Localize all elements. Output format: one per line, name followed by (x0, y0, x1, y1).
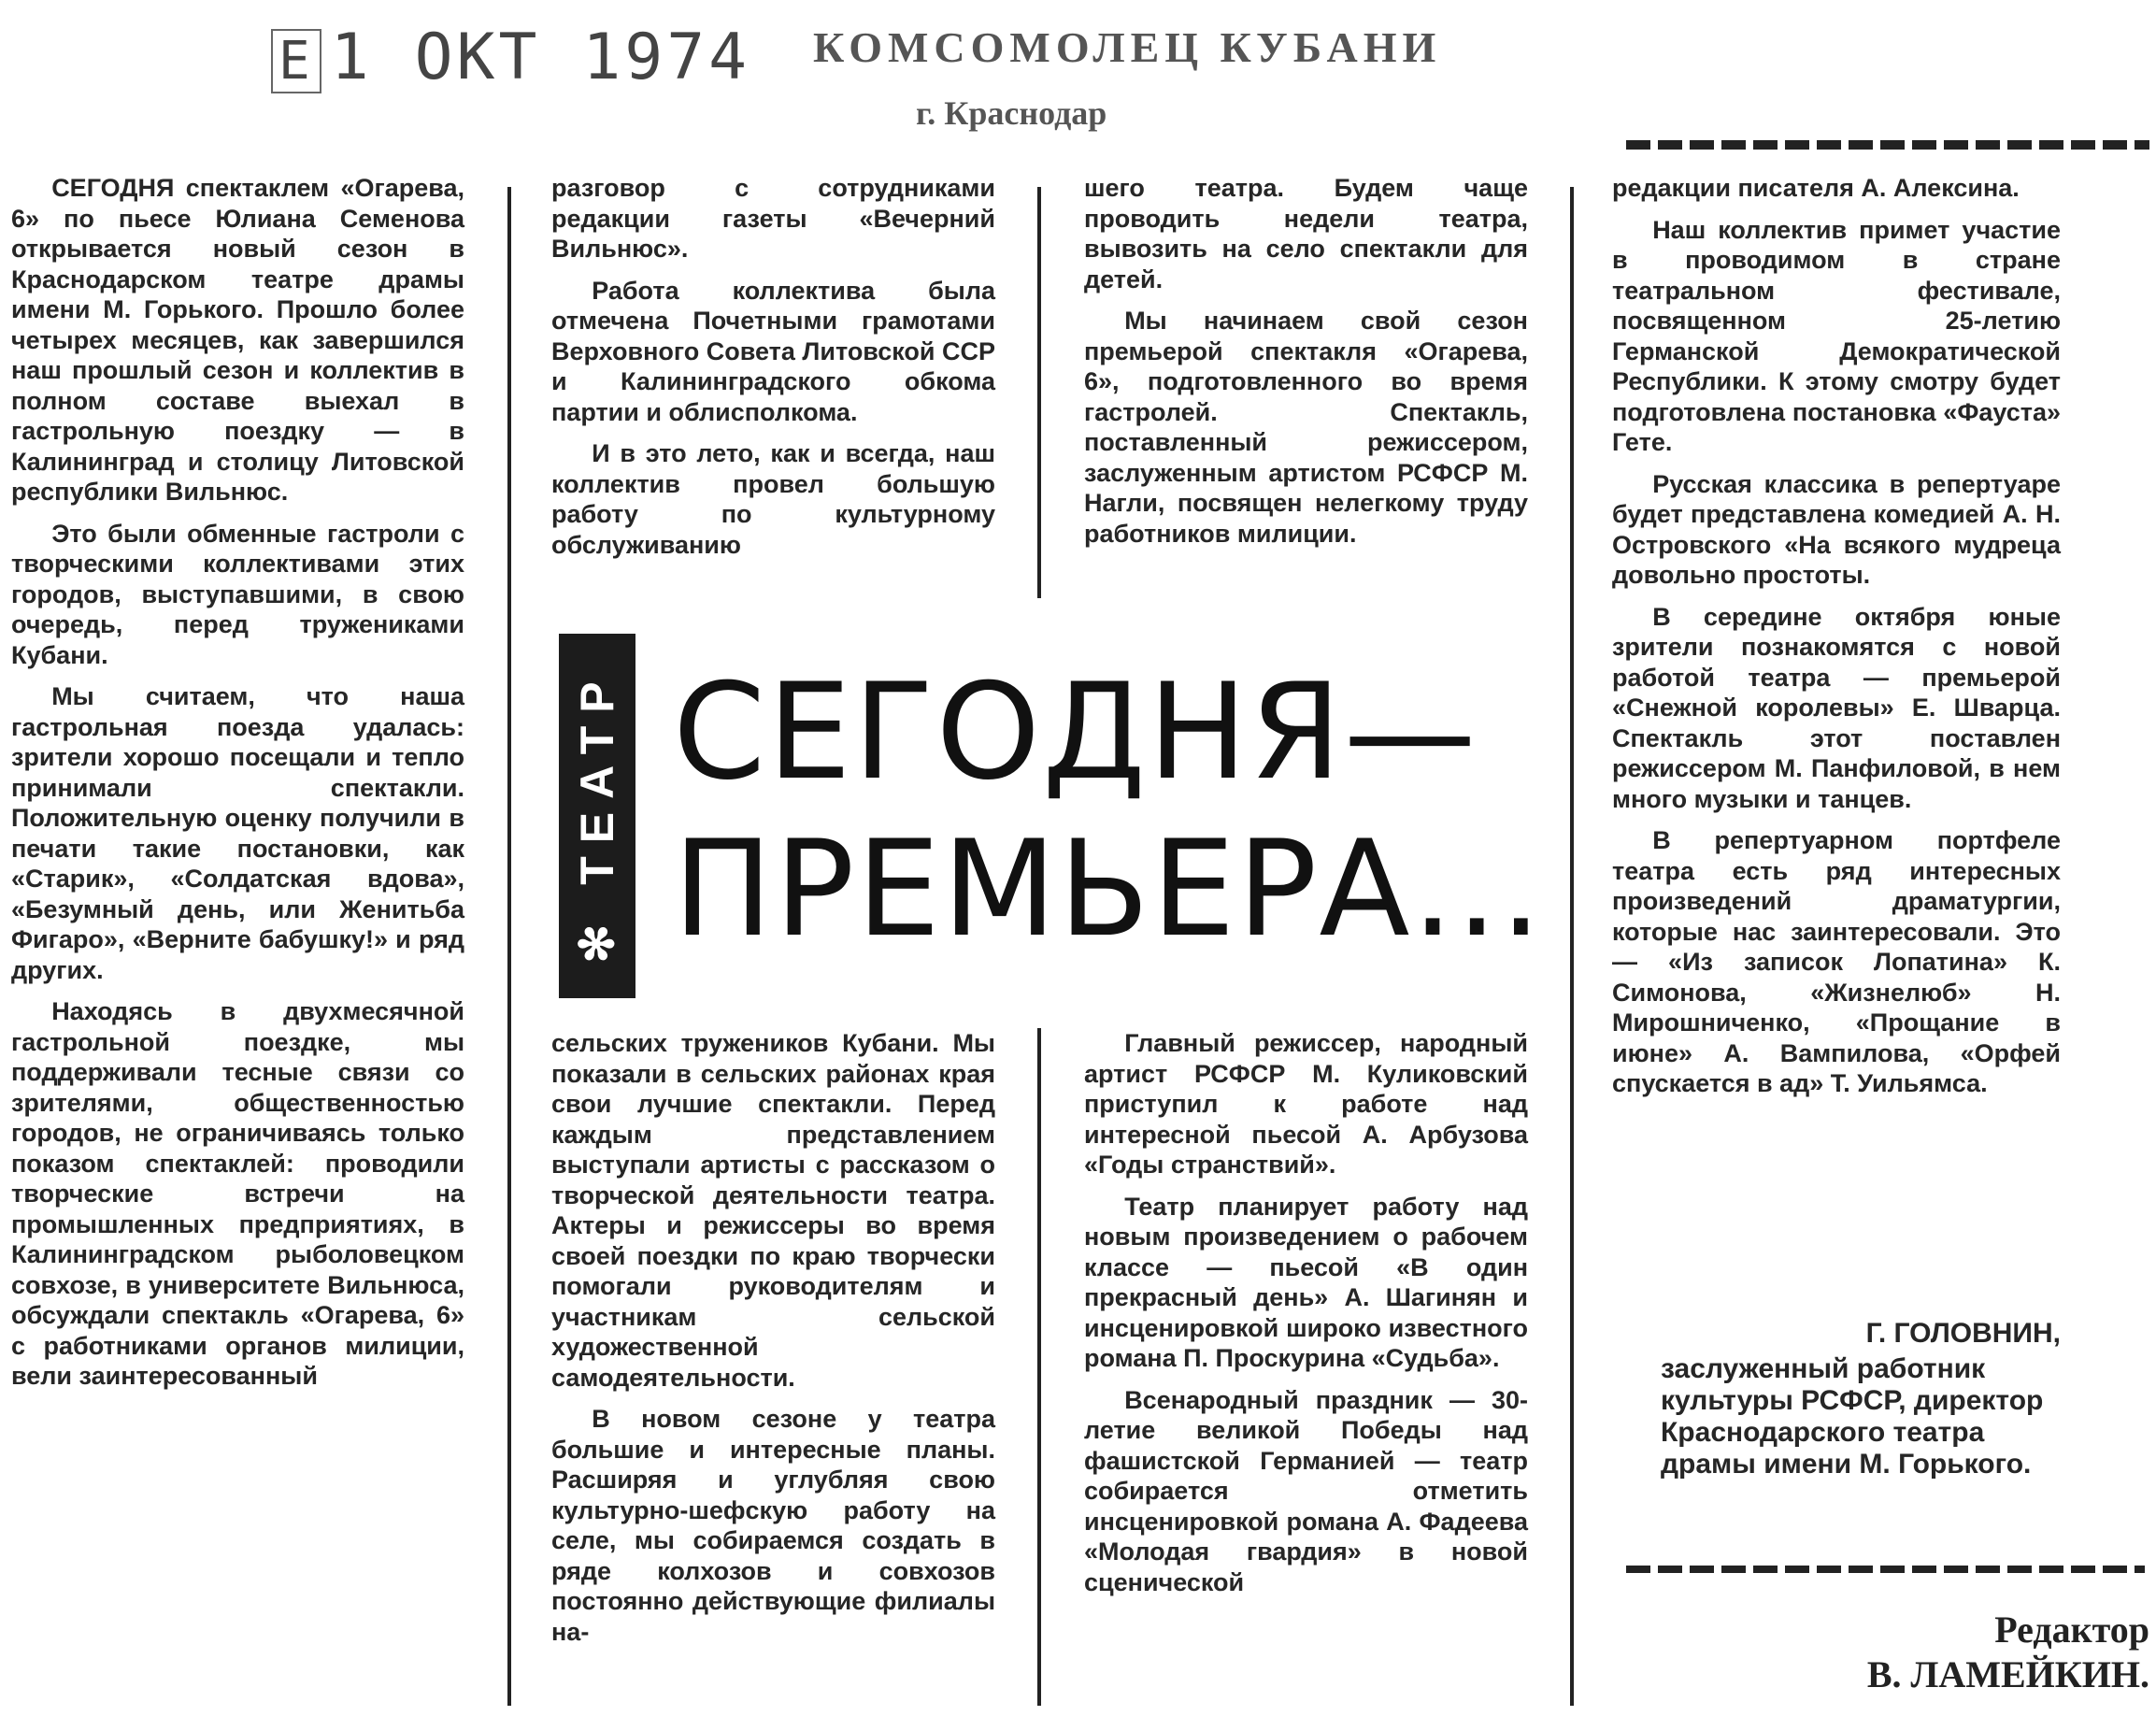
author-signature (1649, 1318, 2061, 1480)
paragraph: Мы считаем, что наша гастрольная поезда удалась: зрители хорошо посещали и тепло принимали спектакли. Положительную оценку получили в печати такие постановки, как «Старик», «Солдатская вдова», «Безумный день, или Женитьба Фигаро», «Верните бабушку!» и ряд других. (11, 682, 464, 984)
top-decorative-rule (1626, 140, 2149, 150)
paragraph: В репертуарном портфеле театра есть ряд интересных произведений драматургии, которые нас заинтересовали. Это — «Из записок Лопатина» К. Симонова, «Жизнелюб» Н. Мирошниченко, «Прощание в июне» А. Вампилова, «Орфей спускается в ад» Т. Уильямса. (1612, 826, 2061, 1097)
paragraph: И в это лето, как и всегда, наш коллектив провел большую работу по культурному обслуживанию (551, 439, 995, 559)
article-column-3-top (1084, 173, 1528, 560)
paragraph: Всенародный праздник — 30-летие великой Победы над фашистской Германией — театр собирается отметить инсценировкой романа А. Фадеева «Молодая гвардия» в новой сценической (1084, 1385, 1528, 1596)
paragraph: В середине октября юные зрители познакомятся с новой работой театра — премьерой «Снежной королевы» Е. Шварца. Спектакль этот поставлен режиссером М. Панфиловой, в нем много музыки и танцев. (1612, 602, 2061, 813)
paragraph: Театр планирует работу над новым произведением о рабочем классе — пьесой «В один прекрасный день» А. Шагинян и инсценировкой широко известного романа П. Проскурина «Судьба». (1084, 1192, 1528, 1372)
stamp-date: 1 ОКТ 1974 (330, 21, 751, 94)
paragraph: Мы начинаем свой сезон премьерой спектакля «Огарева, 6», подготовленного во время гастролей. Спектакль, поставленный режиссером, заслуженным артистом РСФСР М. Нагли, посвящен нелегкому труду работников милиции. (1084, 307, 1528, 548)
column-divider-1 (507, 187, 511, 1706)
article-column-2-bottom (551, 1028, 995, 1658)
paragraph: Русская классика в репертуаре будет представлена комедией А. Н. Островского «На всякого мудреца довольно простоты. (1612, 469, 2061, 589)
column-divider-3 (1570, 187, 1574, 1706)
paragraph: В новом сезоне у театра большие и интересные планы. Расширяя и углубляя свою культурно-шефскую работу на селе, мы собираемся создать в ряде колхозов и совхозов постоянно действующие филиалы на- (551, 1405, 995, 1646)
article-column-3-bottom (1084, 1028, 1528, 1609)
paragraph: разговор с сотрудниками редакции газеты «Вечерний Вильнюс». (551, 174, 995, 263)
paragraph: Наш коллектив примет участие в проводимом в стране театральном фестивале, посвященном 25-летию Германской Демократической Республики. К этому смотру будет подготовлена постановка «Фауста» Гете. (1612, 215, 2061, 456)
newspaper-city: г. Краснодар (916, 94, 1107, 132)
paragraph: шего театра. Будем чаще проводить недели театра, вывозить на село спектакли для детей. (1084, 174, 1528, 293)
article-column-4 (1612, 173, 2061, 1110)
paragraph: Работа коллектива была отмечена Почетными грамотами Верховного Совета Литовской ССР и Калининградского обкома партии и облисполкома. (551, 276, 996, 426)
date-stamp (271, 21, 750, 94)
paragraph: Это были обменные гастроли с творческими коллективами этих городов, выступавшими, в свою очередь, перед тружениками Кубани. (11, 519, 464, 669)
article-column-1 (11, 173, 464, 1403)
editor-decorative-rule (1626, 1566, 2145, 1573)
article-headline (673, 654, 1544, 968)
newspaper-name: КОМСОМОЛЕЦ КУБАНИ (813, 23, 1442, 71)
stamp-letter: Е (271, 29, 321, 93)
headline-line-1: СЕГОДНЯ— (673, 655, 1478, 809)
paragraph: Главный режиссер, народный артист РСФСР М. Куликовский приступил к работе над интересной пьесой А. Арбузова «Годы странствий». (1084, 1029, 1528, 1179)
column-divider-2b (1037, 1028, 1041, 1706)
headline-line-2: ПРЕМЬЕРА... (673, 812, 1544, 966)
paragraph: сельских тружеников Кубани. Мы показали в сельских районах края свои лучшие спектакли. Перед каждым представлением выступали артисты с рассказом о творческой деятельности театра. Актеры и режиссеры во время своей поездки по краю творчески помогали руководителям и участникам сельской художественной самодеятельности. (551, 1029, 995, 1392)
article-column-2-top (551, 173, 995, 571)
editor-label: Редактор (1994, 1609, 2149, 1651)
paragraph: СЕГОДНЯ спектаклем «Огарева, 6» по пьесе Юлиана Семенова открывается новый сезон в Краснодарском театре драмы имени М. Горького. Прошло более четырех месяцев, как завершился наш прошлый сезон и коллектив в полном составе выехал в гастрольную поездку — в Калининград и столицу Литовской республики Вильнюс. (11, 174, 464, 506)
rubric-label: ✻ ТЕАТР (571, 668, 623, 964)
editor-credit (1776, 1608, 2149, 1697)
editor-name: В. ЛАМЕЙКИН. (1866, 1653, 2149, 1695)
paragraph: редакции писателя А. Алексина. (1612, 174, 2020, 202)
paragraph: Находясь в двухмесячной гастрольной поездке, мы поддерживали тесные связи со зрителями, общественностью городов, не ограничиваясь только показом спектаклей: проводили творческие встречи на промышленных предприятиях, в Калининградском рыболовецком совхозе, в университете Вильнюса, обсуждали спектакль «Огарева, 6» с работниками органов милиции, вели заинтересованный (11, 997, 464, 1390)
rubric-bar (559, 634, 635, 998)
author-title: заслуженный работник культуры РСФСР, директор Краснодарского театра драмы имени М. Горького. (1661, 1353, 2044, 1480)
column-divider-2a (1037, 187, 1041, 598)
author-name: Г. ГОЛОВНИН, (1865, 1318, 2061, 1349)
